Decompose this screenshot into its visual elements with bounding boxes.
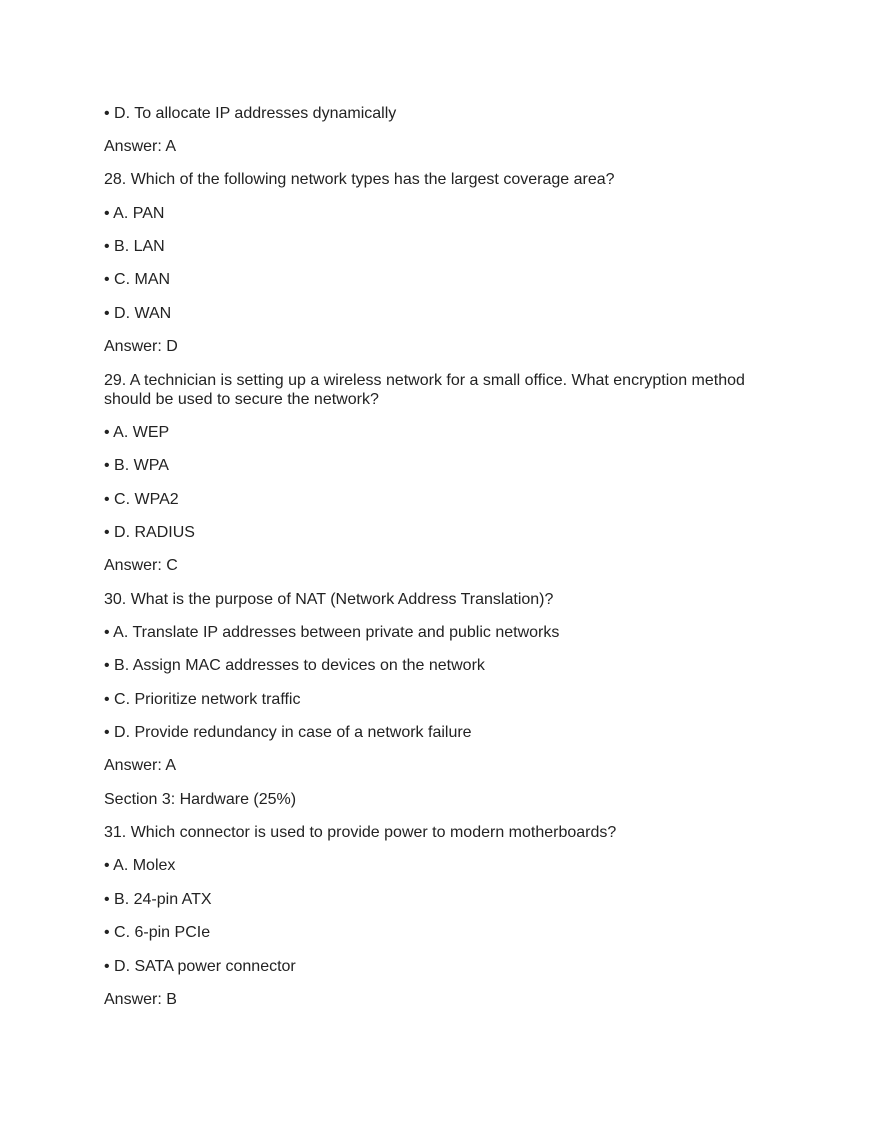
- question-text: 28. Which of the following network types has the largest coverage area?: [104, 171, 615, 188]
- option-text: • B. Assign MAC addresses to devices on the network: [104, 657, 485, 674]
- answer-text: Answer: A: [104, 757, 177, 774]
- document-page: [104, 0, 784, 1139]
- option-text: • D. SATA power connector: [104, 958, 296, 975]
- answer-text: Answer: D: [104, 338, 178, 355]
- option-text: • D. Provide redundancy in case of a network failure: [104, 724, 472, 741]
- option-text: • D. To allocate IP addresses dynamically: [104, 105, 397, 122]
- option-text: • C. 6-pin PCIe: [104, 924, 211, 941]
- option-text: • A. WEP: [104, 424, 170, 441]
- question-text: 30. What is the purpose of NAT (Network Address Translation)?: [104, 591, 554, 608]
- option-text: • C. WPA2: [104, 491, 179, 508]
- option-text: • B. 24-pin ATX: [104, 891, 212, 908]
- option-text: • D. WAN: [104, 305, 172, 322]
- option-text: • C. MAN: [104, 271, 171, 288]
- question-text: 29. A technician is setting up a wireless network for a small office. What encryption method should be used to secure the network?: [104, 372, 745, 408]
- option-text: • B. LAN: [104, 238, 165, 255]
- answer-text: Answer: B: [104, 991, 177, 1008]
- answer-text: Answer: A: [104, 138, 177, 155]
- option-text: • A. PAN: [104, 205, 165, 222]
- option-text: • D. RADIUS: [104, 524, 195, 541]
- question-text: 31. Which connector is used to provide power to modern motherboards?: [104, 824, 617, 841]
- section-heading: Section 3: Hardware (25%): [104, 791, 297, 808]
- option-text: • C. Prioritize network traffic: [104, 691, 301, 708]
- option-text: • A. Molex: [104, 857, 176, 874]
- option-text: • B. WPA: [104, 457, 169, 474]
- option-text: • A. Translate IP addresses between private and public networks: [104, 624, 560, 641]
- answer-text: Answer: C: [104, 557, 178, 574]
